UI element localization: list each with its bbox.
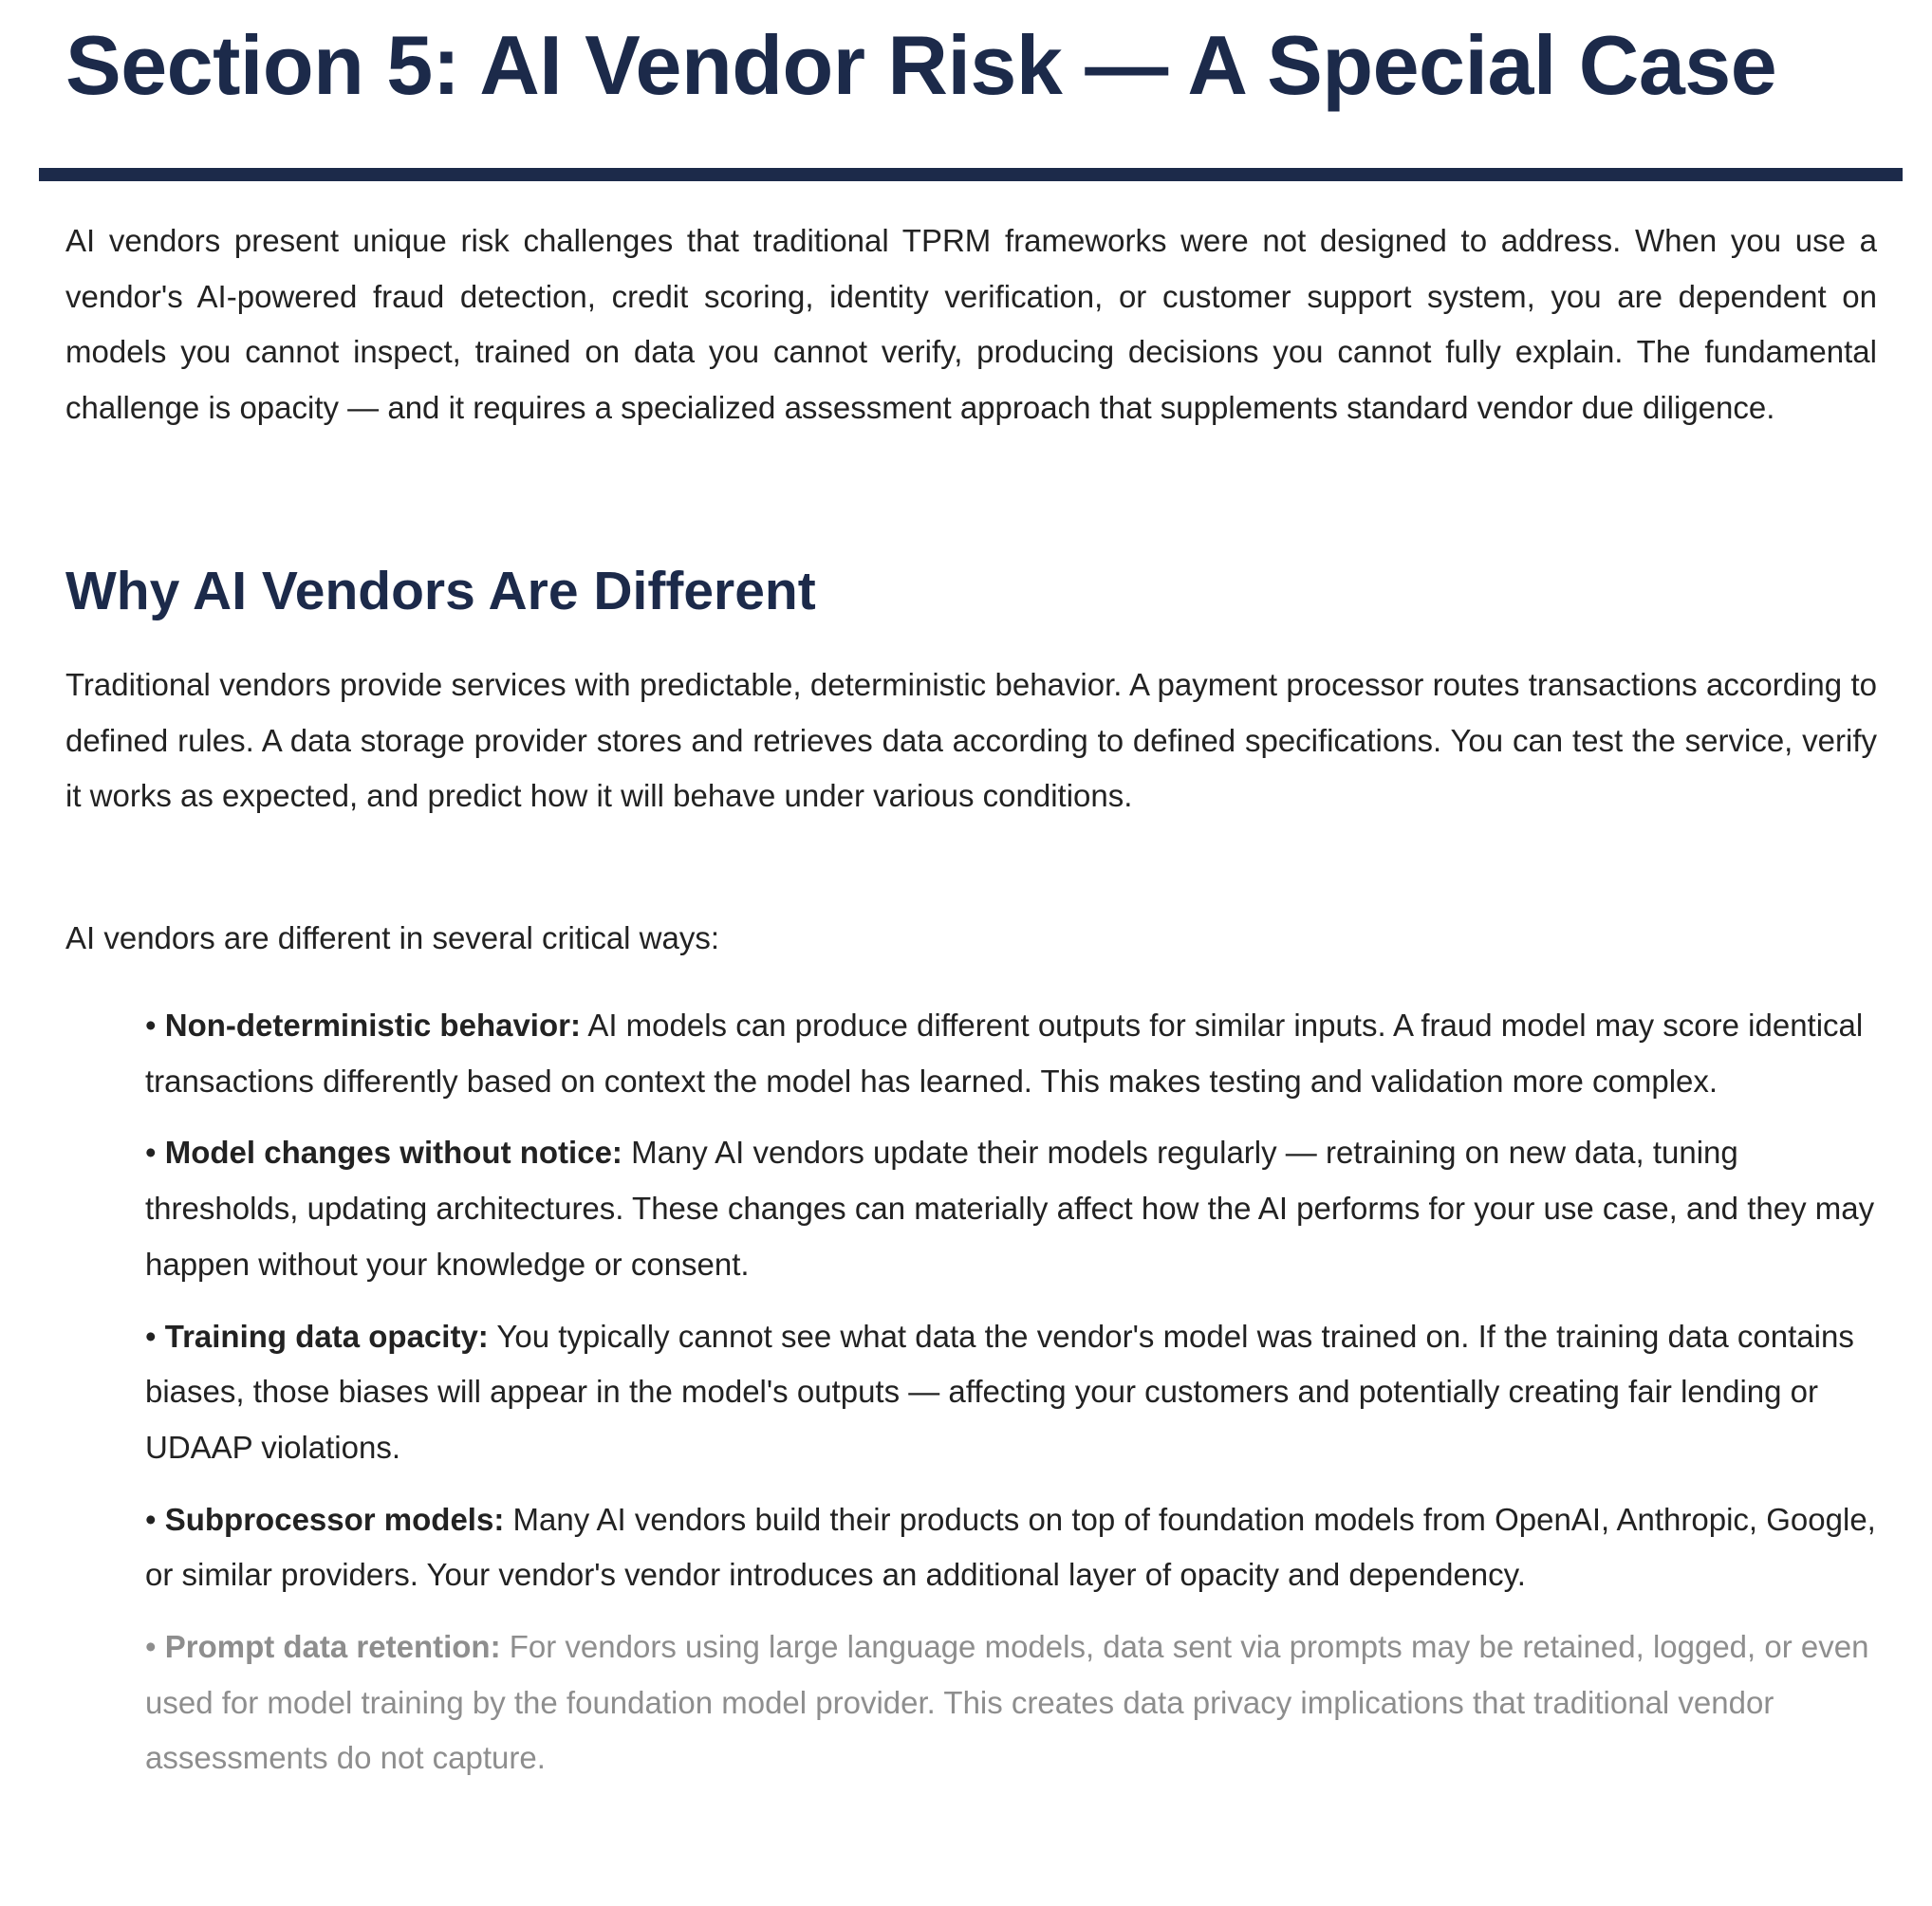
list-item-text: You typically cannot see what data the vendor's model was trained on. If the training data contains biases, those biases will appear in the model's outputs — affecting your customers and potentially creating fair lending or UDAAP violations. [145, 1318, 1854, 1465]
list-item-term: Subprocessor models: [164, 1501, 505, 1537]
list-item-term: Prompt data retention: [164, 1629, 501, 1665]
list-item: • Model changes without notice: Many AI vendors update their models regularly — retraining on new data, tuning thresholds, updating architectures. These changes can materially affect how the AI performs for your use case, and they may happen without your knowledge or consent. [145, 1135, 1875, 1282]
list-item: • Non-deterministic behavior: AI models can produce different outputs for similar inputs. A fraud model may score identical transactions differently based on context the model has learned. This makes testing and validation more complex. [145, 1008, 1864, 1099]
title-divider [39, 168, 1903, 181]
section-heading: Why AI Vendors Are Different [65, 561, 816, 621]
lead-in-paragraph: AI vendors are different in several critical ways: [65, 920, 720, 955]
intro-paragraph: AI vendors present unique risk challenges that traditional TPRM frameworks were not designed to address. When you use a vendor's AI-powered fraud detection, credit scoring, identity verification, or customer support system, you are dependent on models you cannot inspect, trained on data you cannot verify, producing decisions you cannot fully explain. The fundamental challenge is opacity — and it requires a specialized assessment approach that supplements standard vendor due diligence. [65, 223, 1877, 426]
list-item-term: Model changes without notice: [164, 1135, 622, 1171]
list-item-text: Many AI vendors update their models regularly — retraining on new data, tuning thresholds, updating architectures. These changes can materially affect how the AI performs for your use case, and they may happen without your knowledge or consent. [145, 1135, 1875, 1282]
list-item: • Prompt data retention: For vendors using large language models, data sent via prompts may be retained, logged, or even used for model training by the foundation model provider. This creates data privacy implications that traditional vendor assessments do not capture. [145, 1629, 1869, 1776]
list-item-term: Non-deterministic behavior: [164, 1008, 581, 1043]
list-item-text: Many AI vendors build their products on top of foundation models from OpenAI, Anthropic, Google, or similar providers. Your vendor's vendor introduces an additional layer of opacity and dependency. [145, 1501, 1876, 1593]
list-item-term: Training data opacity: [164, 1318, 489, 1354]
traditional-vendors-paragraph: Traditional vendors provide services with predictable, deterministic behavior. A payment processor routes transactions according to defined rules. A data storage provider stores and retrieves data according to defined specifications. You can test the service, verify it works as expected, and predict how it will behave under various conditions. [65, 667, 1877, 814]
ai-differences-list [145, 998, 1882, 1803]
list-item-text: AI models can produce different outputs for similar inputs. A fraud model may score identical transactions differently based on context the model has learned. This makes testing and validation more complex. [145, 1008, 1864, 1099]
list-item: • Subprocessor models: Many AI vendors build their products on top of foundation models from OpenAI, Anthropic, Google, or similar providers. Your vendor's vendor introduces an additional layer of opacity and dependency. [145, 1501, 1876, 1593]
page-title: Section 5: AI Vendor Risk — A Special Case [65, 18, 1777, 112]
list-item: • Training data opacity: You typically cannot see what data the vendor's model was trained on. If the training data contains biases, those biases will appear in the model's outputs — affecting your customers and potentially creating fair lending or UDAAP violations. [145, 1318, 1854, 1465]
list-item-text: For vendors using large language models, data sent via prompts may be retained, logged, or even used for model training by the foundation model provider. This creates data privacy implications that traditional vendor assessments do not capture. [145, 1629, 1869, 1776]
